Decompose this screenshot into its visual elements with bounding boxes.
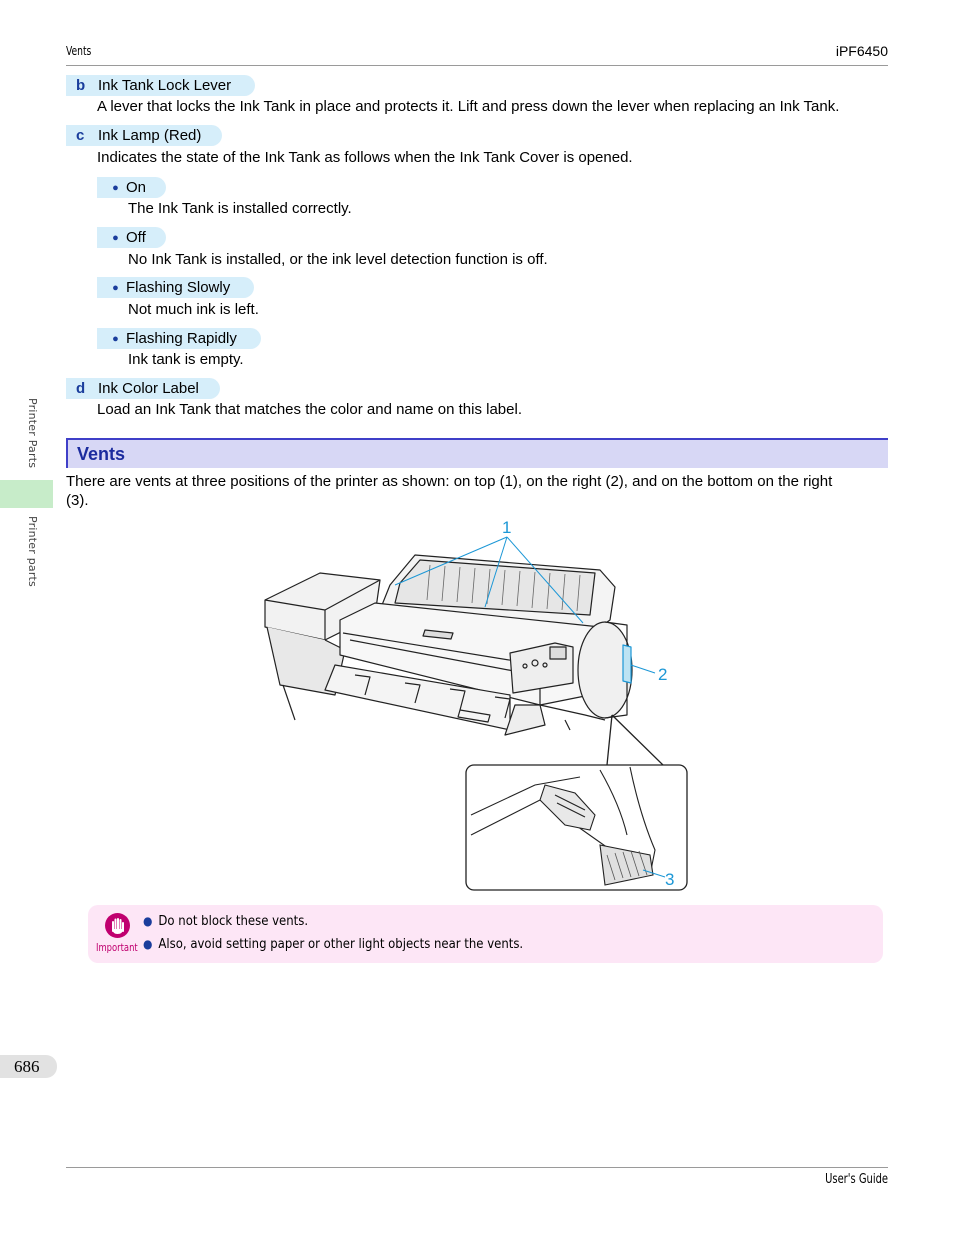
lamp-state-off-heading <box>97 227 166 248</box>
part-b-heading <box>66 75 255 96</box>
important-item-1-text: Do not block these vents. <box>158 914 309 929</box>
sidebar-tab-indicator <box>0 480 53 508</box>
lamp-state-on-label: On <box>126 179 147 196</box>
part-c-name: Ink Lamp (Red) <box>98 127 202 144</box>
lamp-state-on-heading <box>97 177 166 198</box>
part-c-letter: c <box>76 127 85 144</box>
vents-intro-line2: (3). <box>66 492 89 509</box>
sidebar-section-label: Printer parts <box>26 516 39 587</box>
part-b-letter: b <box>76 77 86 94</box>
lamp-state-rapid-label: Flashing Rapidly <box>126 330 237 347</box>
bullet-icon: ● <box>112 232 119 244</box>
part-d-letter: d <box>76 380 86 397</box>
part-b-description: A lever that locks the Ink Tank in place and protects it. Lift and press down the lever when replacing an Ink Tank. <box>97 98 840 115</box>
bullet-icon: ● <box>143 937 153 951</box>
part-d-description: Load an Ink Tank that matches the color and name on this label. <box>97 401 522 418</box>
lamp-state-rapid-heading <box>97 328 261 349</box>
printer-vents-illustration <box>255 515 705 895</box>
sidebar-chapter-label: Printer Parts <box>26 398 39 469</box>
lamp-state-on-desc: The Ink Tank is installed correctly. <box>128 200 352 217</box>
lamp-state-slow-label: Flashing Slowly <box>126 279 231 296</box>
important-item-2-text: Also, avoid setting paper or other light objects near the vents. <box>158 937 524 952</box>
callout-3: 3 <box>665 870 675 889</box>
lamp-state-slow-heading <box>97 277 254 298</box>
part-d-name: Ink Color Label <box>98 380 199 397</box>
part-c-description: Indicates the state of the Ink Tank as follows when the Ink Tank Cover is opened. <box>97 149 633 166</box>
part-b-name: Ink Tank Lock Lever <box>98 77 232 94</box>
important-item-2 <box>143 937 523 952</box>
running-header-section: Vents <box>66 44 92 58</box>
section-heading <box>66 438 888 468</box>
hand-stop-icon <box>104 912 131 939</box>
bullet-icon: ● <box>143 914 153 928</box>
bullet-icon: ● <box>112 182 119 194</box>
vents-intro-line1: There are vents at three positions of the printer as shown: on top (1), on the right (2), and on the bottom on the right <box>66 473 833 490</box>
bullet-icon: ● <box>112 333 119 345</box>
callout-2: 2 <box>658 665 668 684</box>
lamp-state-off-label: Off <box>126 229 146 246</box>
bullet-icon: ● <box>112 282 119 294</box>
important-label: Important <box>96 941 138 954</box>
part-d-heading <box>66 378 220 399</box>
header-rule <box>66 65 888 66</box>
important-item-1 <box>143 914 308 929</box>
part-c-heading <box>66 125 222 146</box>
footer-guide-title: User's Guide <box>825 1172 888 1187</box>
footer-rule <box>66 1167 888 1168</box>
running-header-model: iPF6450 <box>835 43 888 59</box>
page-number: 686 <box>14 1057 40 1076</box>
lamp-state-rapid-desc: Ink tank is empty. <box>128 351 244 368</box>
lamp-state-slow-desc: Not much ink is left. <box>128 301 259 318</box>
section-title: Vents <box>77 444 126 464</box>
callout-1: 1 <box>502 518 512 537</box>
lamp-state-off-desc: No Ink Tank is installed, or the ink level detection function is off. <box>128 251 548 268</box>
